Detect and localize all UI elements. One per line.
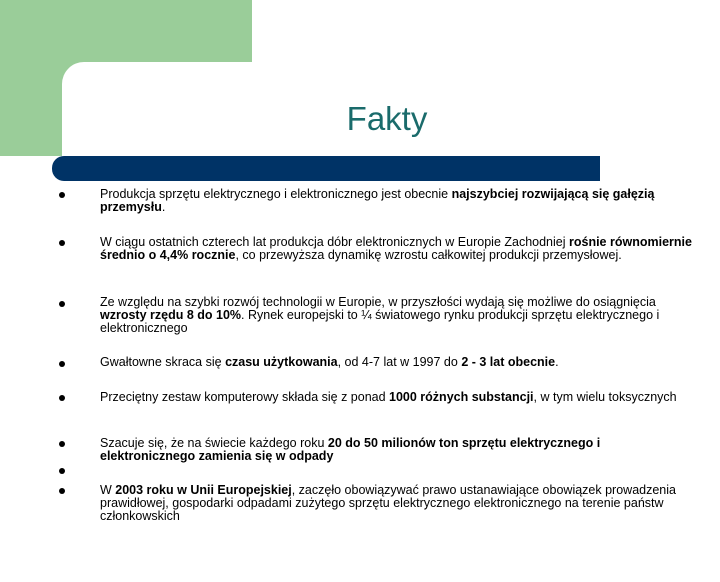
bullet-emphasis-text: wzrosty rzędu 8 do 10% (100, 308, 242, 322)
bullet-item-5 (100, 391, 696, 404)
bullet-dot (59, 468, 65, 474)
bullet-item-1 (100, 188, 696, 214)
bullet-emphasis-text: najszybciej rozwijającą się gałęzią przemysłu (100, 187, 655, 214)
bullet-text-run: . Rynek europejski to ¼ światowego rynku produkcji sprzętu elektrycznego i elektronicznego (100, 308, 660, 335)
bullet-text-run: . (555, 355, 559, 369)
slide-title: Fakty (346, 100, 428, 137)
bullet-text-run: , w tym wielu toksycznych (533, 390, 677, 404)
bullet-text-run: , od 4-7 lat w 1997 do (337, 355, 462, 369)
bullet-text-run: Produkcja sprzętu elektrycznego i elektronicznego jest obecnie (100, 187, 452, 201)
bullet-text-run: Ze względu na szybki rozwój technologii w Europie, w przyszłości wydają się możliwe do osiągnięcia (100, 295, 656, 309)
title-underline-bar (52, 156, 600, 181)
bullet-text-run: W ciągu ostatnich czterech lat produkcja dóbr elektronicznych w Europie Zachodniej (100, 235, 569, 249)
bullet-text-run: Przeciętny zestaw komputerowy składa się z ponad (100, 390, 390, 404)
bullet-dot (59, 192, 65, 198)
bullet-emphasis-text: 2 - 3 lat obecnie (461, 355, 556, 369)
bullet-dot (59, 361, 65, 367)
bullet-dot (59, 240, 65, 246)
bullet-text-run: Szacuje się, że na świecie każdego roku (100, 436, 328, 450)
bullet-item-2 (100, 236, 696, 262)
bullet-text-run: W (100, 483, 116, 497)
bullet-item-3 (100, 296, 696, 335)
bullet-dot (59, 441, 65, 447)
bullet-item-7 (100, 484, 696, 523)
bullet-emphasis-text: rośnie równomiernie średnio o 4,4% rocznie (100, 235, 692, 262)
bullet-dot (59, 488, 65, 494)
bullet-item-4 (100, 356, 696, 369)
bullet-text-run: . (161, 200, 166, 214)
bullet-emphasis-text: 20 do 50 milionów ton sprzętu elektrycznego i elektronicznego zamienia się w odpady (100, 436, 601, 463)
bullet-text-run: , co przewyższa dynamikę wzrostu całkowitej produkcji przemysłowej. (235, 248, 622, 262)
bullet-item-6 (100, 437, 696, 463)
bullet-text-run: , zaczęło obowiązywać prawo ustanawiające obowiązek prowadzenia prawidłowej, gospodarki odpadami zużytego sprzętu elektrycznego elektronicznego na terenie państw członkowskich (100, 483, 676, 523)
bullet-emphasis-text: czasu użytkowania (225, 355, 338, 369)
bullet-text-run: Gwałtowne skraca się (100, 355, 226, 369)
bullet-dot (59, 301, 65, 307)
bullet-emphasis-text: 2003 roku w Unii Europejskiej (115, 483, 292, 497)
bullet-dot (59, 395, 65, 401)
bullet-emphasis-text: 1000 różnych substancji (389, 390, 534, 404)
